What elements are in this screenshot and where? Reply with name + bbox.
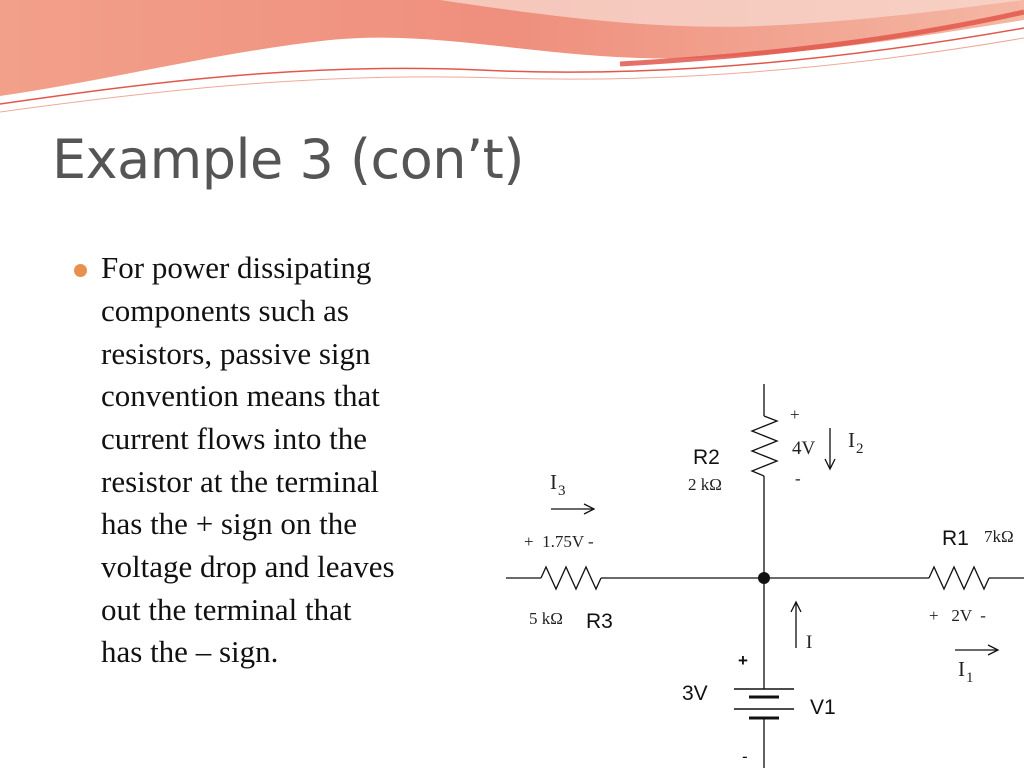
resistor-r1-symbol: [929, 567, 989, 589]
resistor-r3-symbol: [541, 567, 601, 589]
battery-v1-symbol: [734, 689, 794, 718]
bullet-text-line: has the – sign.: [101, 634, 279, 669]
i3-label-main: I: [550, 470, 557, 494]
bullet-text-line: resistors, passive sign: [101, 336, 371, 371]
i3-label-sub: 3: [558, 483, 566, 499]
source-current-label: I: [806, 632, 813, 653]
header-wave-decoration: [0, 0, 1024, 130]
v1-plus-label: +: [738, 651, 748, 670]
bullet-text-line: out the terminal that: [101, 592, 352, 627]
r1-name-label: R1: [942, 527, 969, 550]
r2-minus-label: -: [795, 469, 801, 488]
v1-name-label: V1: [810, 696, 836, 719]
i1-label-sub: 1: [966, 670, 974, 686]
bullet-text-line: voltage drop and leaves: [101, 549, 395, 584]
r3-name-label: R3: [586, 610, 613, 633]
v1-value-label: 3V: [682, 682, 708, 705]
r2-value-label: 2 kΩ: [688, 475, 722, 494]
r2-plus-label: +: [790, 405, 800, 424]
r2-name-label: R2: [693, 446, 720, 469]
v1-minus-label: -: [742, 747, 748, 766]
bullet-text-line: has the + sign on the: [101, 506, 357, 541]
bullet-text-line: convention means that: [101, 378, 380, 413]
r1-value-label: 7kΩ: [984, 527, 1014, 546]
r3-value-label: 5 kΩ: [529, 609, 563, 628]
r2-voltage-label: 4V: [792, 438, 816, 459]
bullet-text-line: For power dissipating: [101, 250, 372, 285]
bullet-text-line: components such as: [101, 293, 349, 328]
bullet-dot-icon: [74, 264, 87, 277]
r1-drop-label: + 2V -: [929, 606, 986, 625]
bullet-text-line: current flows into the: [101, 421, 368, 456]
bullet-text-line: resistor at the terminal: [101, 464, 380, 499]
r3-drop-label: + 1.75V -: [524, 532, 594, 551]
slide-title: Example 3 (con’t): [52, 128, 524, 191]
i1-label-main: I: [958, 657, 965, 681]
circuit-diagram: [506, 382, 1024, 768]
node-junction: [758, 572, 770, 584]
i2-label-sub: 2: [856, 441, 864, 457]
i2-label-main: I: [848, 428, 855, 452]
resistor-r2-symbol: [752, 416, 777, 476]
